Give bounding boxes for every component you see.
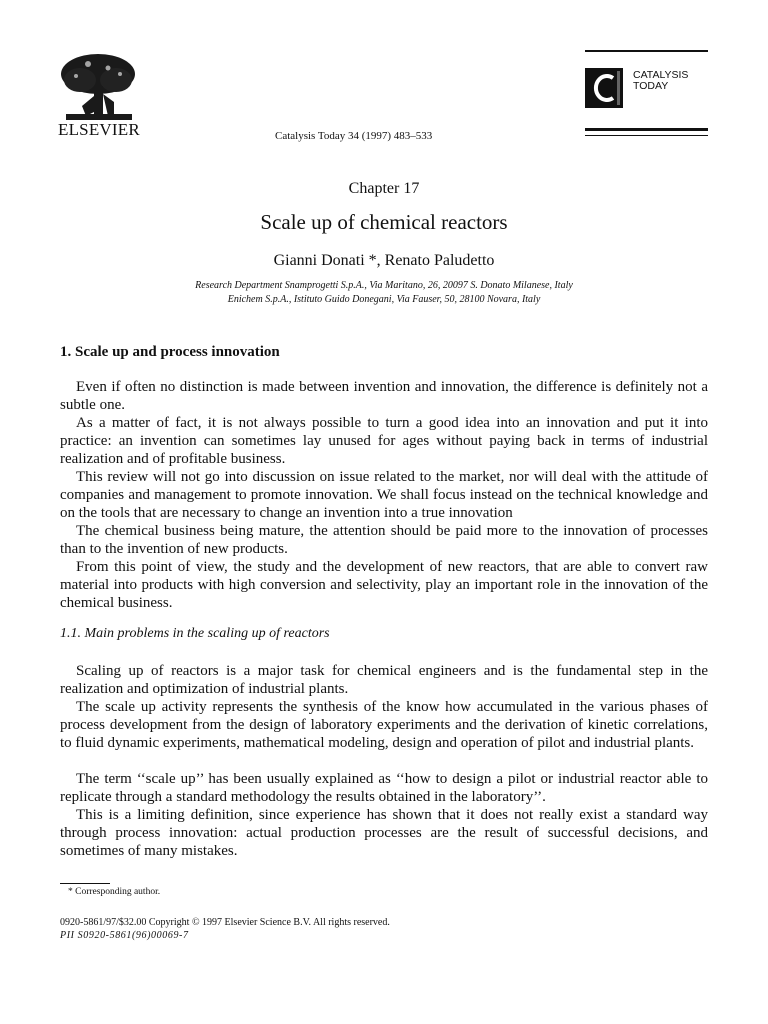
body-paragraph: Scaling up of reactors is a major task for chemical engineers and is the fundamental step in the realization and optimization of industrial plants. (60, 663, 708, 697)
body-paragraph: The term ‘‘scale up’’ has been usually explained as ‘‘how to design a pilot or industrial reactor able to replicate through a standard methodology the results obtained in the laboratory’’. (60, 771, 708, 805)
masthead-rule-thin (585, 135, 708, 136)
paper-title: Scale up of chemical reactors (260, 210, 508, 234)
journal-name (633, 70, 688, 92)
footnote: * Corresponding author. (68, 887, 161, 897)
journal-name-line2: TODAY (633, 80, 669, 92)
affiliation-2: Enichem S.p.A., Istituto Guido Donegani, Via Fauser, 50, 28100 Novara, Italy (227, 294, 541, 305)
masthead-rule-bottom (585, 128, 708, 131)
body-paragraph: This is a limiting definition, since experience has shown that it does not really exist a standard way through process innovation: actual production processes are the result of successful decisions, and sometimes of many mistakes. (60, 807, 708, 859)
chapter-label: Chapter 17 (348, 180, 420, 197)
copyright-line: 0920-5861/97/$32.00 Copyright © 1997 Elsevier Science B.V. All rights reserved. (60, 917, 390, 928)
author-list: Gianni Donati *, Renato Paludetto (273, 252, 495, 269)
body-paragraph: Even if often no distinction is made between invention and innovation, the difference is definitely not a subtle one. (60, 379, 708, 413)
elsevier-tree-icon (58, 50, 138, 124)
body-paragraph: The chemical business being mature, the attention should be paid more to the innovation of processes than to the invention of new products. (60, 523, 708, 557)
body-paragraph: This review will not go into discussion on issue related to the market, nor will deal with the attitude of companies and management to promote innovation. We shall focus instead on the technical knowledge and on the tools that are necessary to change an invention into a true innovation (60, 469, 708, 521)
affiliation-1: Research Department Snamprogetti S.p.A., Via Maritano, 26, 20097 S. Donato Milanese, Italy (195, 280, 573, 291)
journal-masthead (585, 50, 708, 138)
body-paragraph: From this point of view, the study and the development of new reactors, that are able to convert raw material into products with high conversion and selectivity, play an important role in the innovation of the chemical business. (60, 559, 708, 611)
section-heading: 1. Scale up and process innovation (60, 344, 280, 360)
footnote-divider (60, 883, 110, 884)
body-paragraph: As a matter of fact, it is not always possible to turn a good idea into an innovation and put it into practice: an invention can sometimes lay unused for ages without paying back in terms of industrial realization and of profitable business. (60, 415, 708, 467)
body-paragraph: The scale up activity represents the synthesis of the know how accumulated in the various phases of process development from the design of laboratory experiments and the derivation of kinetic correlations, to fluid dynamic experiments, mathematical modeling, design and operation of pilot and industrial plants. (60, 699, 708, 751)
journal-name-line1: CATALYSIS (633, 69, 689, 81)
publisher-name: ELSEVIER (58, 120, 140, 139)
journal-citation: Catalysis Today 34 (1997) 483–533 (275, 130, 433, 142)
pii-line: PII S0920-5861(96)00069-7 (60, 930, 189, 941)
subsection-heading: 1.1. Main problems in the scaling up of reactors (60, 626, 330, 641)
catalysis-today-c-icon (585, 68, 623, 108)
masthead-rule-top (585, 50, 708, 52)
